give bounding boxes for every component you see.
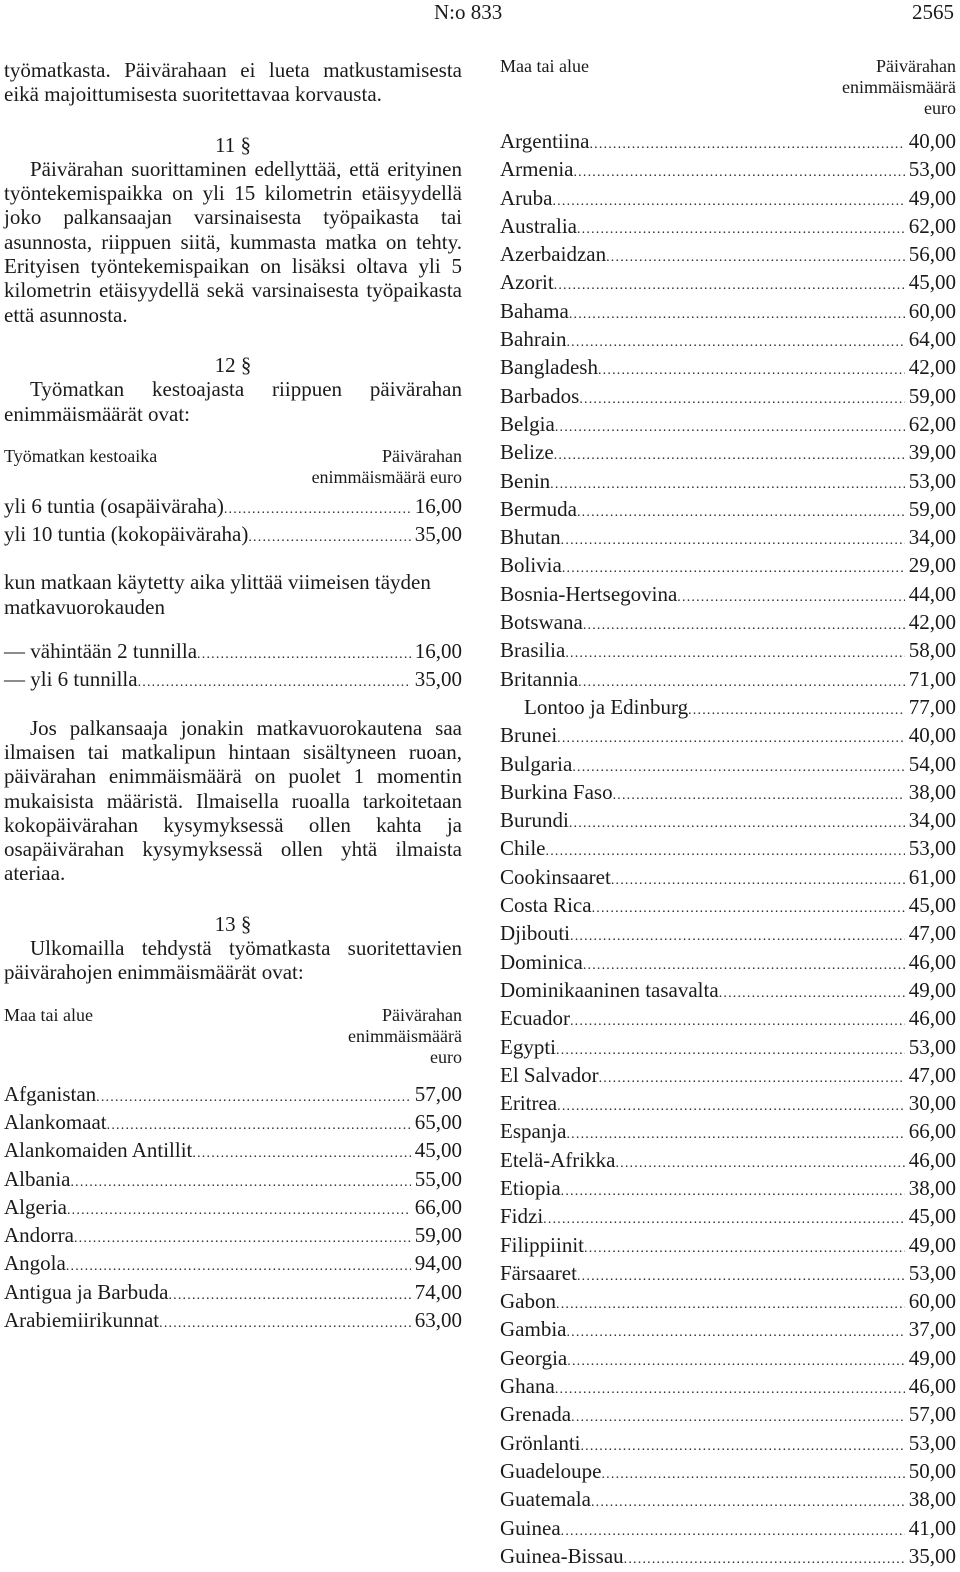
row-value: 41,00	[908, 1515, 956, 1540]
section-11-text: Päivärahan suorittaminen edellyttää, että erityinen työntekemispaikka on yli 15 kilometrin etäisyydellä joko palkansaajan varsinaisesta työpaikasta tai asunnosta, riippuen siitä, kummasta matka on tehty. Erityisen työntekemispaikan on lisäksi oltava yli 5 kilometrin etäisyydellä sekä varsinaisesta työpaikasta että asunnosta.	[4, 156, 462, 327]
dot-leader	[719, 982, 905, 1006]
row-value: 53,00	[908, 1260, 956, 1285]
country-row	[500, 752, 956, 780]
dot-leader	[67, 1199, 411, 1223]
row-value: 66,00	[908, 1119, 956, 1144]
duration-table-header	[4, 446, 462, 488]
row-label: Chile	[500, 836, 546, 861]
right-column	[500, 56, 956, 1572]
dot-leader	[569, 303, 905, 327]
row-value: 53,00	[908, 1034, 956, 1059]
country-row	[4, 1280, 462, 1308]
dot-leader	[569, 812, 905, 836]
dot-leader	[611, 869, 905, 893]
dot-leader	[66, 1255, 411, 1279]
country-row	[500, 129, 956, 157]
row-value: 77,00	[908, 694, 956, 719]
row-value: 62,00	[908, 213, 956, 238]
country-table-left	[4, 1082, 462, 1337]
row-label: Albania	[4, 1166, 71, 1191]
row-label: Dominica	[500, 949, 583, 974]
row-label: El Salvador	[500, 1062, 599, 1087]
row-label: Azerbaidzan	[500, 242, 607, 267]
row-value: 59,00	[414, 1223, 462, 1248]
row-label: Belize	[500, 440, 554, 465]
row-value: 29,00	[908, 553, 956, 578]
country-row	[500, 978, 956, 1006]
row-value: 50,00	[908, 1458, 956, 1483]
row-label: Brunei	[500, 723, 558, 748]
row-value: 60,00	[908, 298, 956, 323]
allowance-col-header-line2: enimmäismäärä euro	[311, 466, 462, 487]
row-value: 30,00	[908, 1091, 956, 1116]
dot-leader	[562, 557, 905, 581]
dot-leader	[578, 671, 905, 695]
row-label: Bangladesh	[500, 355, 598, 380]
row-value: 37,00	[908, 1317, 956, 1342]
dot-leader	[555, 416, 905, 440]
row-value: 38,00	[908, 1487, 956, 1512]
allowance-col-header-line1: Päivärahan	[382, 1004, 462, 1025]
dot-leader	[583, 954, 905, 978]
dot-leader	[96, 1086, 411, 1110]
row-label: Costa Rica	[500, 893, 592, 918]
country-row	[4, 1167, 462, 1195]
row-label: — yli 6 tunnilla	[4, 667, 138, 692]
country-row	[500, 1176, 956, 1204]
row-label: Angola	[4, 1251, 66, 1276]
row-value: 59,00	[908, 496, 956, 521]
issue-number: N:o 833	[434, 0, 503, 24]
country-row	[500, 582, 956, 610]
row-value: 40,00	[908, 129, 956, 153]
row-label: Argentiina	[500, 129, 590, 153]
row-value: 49,00	[908, 1232, 956, 1257]
dot-leader	[554, 444, 905, 468]
row-value: 64,00	[908, 327, 956, 352]
country-row	[500, 865, 956, 893]
row-label: Ecuador	[500, 1006, 570, 1031]
country-row	[500, 1459, 956, 1487]
country-row	[4, 1110, 462, 1138]
duration-row	[4, 522, 462, 550]
country-row	[500, 1544, 956, 1572]
row-value: 49,00	[908, 185, 956, 210]
row-label: Lontoo ja Edinburg	[524, 694, 689, 719]
row-value: 74,00	[414, 1279, 462, 1304]
country-row	[500, 355, 956, 383]
dot-leader	[107, 1114, 411, 1138]
row-value: 45,00	[908, 1204, 956, 1229]
row-value: 57,00	[908, 1402, 956, 1427]
country-row	[500, 921, 956, 949]
row-label: Brasilia	[500, 638, 566, 663]
country-row	[4, 1308, 462, 1336]
row-label: Guadeloupe	[500, 1458, 602, 1483]
dot-leader	[592, 897, 905, 921]
row-label: Gambia	[500, 1317, 567, 1342]
country-row	[500, 723, 956, 751]
row-value: 34,00	[908, 808, 956, 833]
row-label: Ghana	[500, 1374, 555, 1399]
country-row	[500, 553, 956, 581]
duration-extra-row	[4, 667, 462, 695]
country-row	[500, 497, 956, 525]
page-number: 2565	[912, 0, 954, 24]
country-row	[500, 1261, 956, 1289]
row-label: Guinea-Bissau	[500, 1543, 624, 1568]
country-row	[4, 1195, 462, 1223]
dot-leader	[573, 161, 904, 185]
row-value: 16,00	[414, 493, 462, 518]
row-label: Cookinsaaret	[500, 864, 611, 889]
row-label: yli 10 tuntia (kokopäiväraha)	[4, 522, 249, 547]
country-row	[500, 327, 956, 355]
allowance-col-header	[842, 56, 956, 119]
dot-leader	[583, 614, 905, 638]
country-row	[500, 1006, 956, 1034]
row-label: Armenia	[500, 157, 574, 182]
country-row	[4, 1223, 462, 1251]
dot-leader	[197, 643, 411, 667]
duration-table	[4, 494, 462, 551]
dot-leader	[557, 1095, 905, 1119]
allowance-col-header-line2: enimmäismäärä	[842, 77, 956, 97]
row-label: — vähintään 2 tunnilla	[4, 639, 198, 664]
row-value: 35,00	[414, 522, 462, 547]
row-label: Alankomaiden Antillit	[4, 1138, 193, 1163]
row-label: Alankomaat	[4, 1109, 107, 1134]
dot-leader	[571, 1406, 905, 1430]
row-value: 53,00	[908, 468, 956, 493]
row-label: Djibouti	[500, 921, 571, 946]
country-row	[500, 780, 956, 808]
dot-leader	[546, 840, 905, 864]
dot-leader	[577, 1265, 905, 1289]
row-value: 60,00	[908, 1289, 956, 1314]
row-label: Britannia	[500, 666, 579, 691]
country-row	[4, 1251, 462, 1279]
left-column	[4, 58, 462, 1336]
country-row	[500, 157, 956, 185]
section-12-text: Työmatkan kestoajasta riippuen päivärahan enimmäismäärät ovat:	[4, 377, 462, 426]
row-label: Grönlanti	[500, 1430, 581, 1455]
row-value: 61,00	[908, 864, 956, 889]
intro-paragraph: työmatkasta. Päivärahaan ei lueta matkustamisesta eikä majoittumisesta suoritettavaa korvausta.	[4, 58, 462, 107]
dot-leader	[599, 1067, 905, 1091]
dot-leader	[74, 1227, 411, 1251]
dot-leader	[554, 274, 905, 298]
row-value: 35,00	[414, 667, 462, 692]
section-11-heading: 11 §	[215, 132, 251, 157]
dot-leader	[138, 671, 411, 695]
row-label: Eritrea	[500, 1091, 558, 1116]
row-value: 47,00	[908, 921, 956, 946]
row-value: 44,00	[908, 581, 956, 606]
row-label: Afganistan	[4, 1081, 97, 1106]
country-table-right	[500, 129, 956, 1572]
country-row	[4, 1138, 462, 1166]
allowance-col-header	[312, 446, 462, 488]
country-row	[500, 1402, 956, 1430]
dot-leader	[567, 1350, 904, 1374]
dot-leader	[70, 1171, 410, 1195]
section-12-text-2: Jos palkansaaja jonakin matkavuorokautena saa ilmaisen tai matkalipun hintaan sisältyneen ruoan, päivärahan enimmäismäärä on puolet 1 momentin mukaisista määristä. Ilmaisella ruoalla tarkoitetaan kokopäivärahan kysymyksessä ollen kahta ja osapäivärahan kysymyksessä ollen yhtä ilmaista ateriaa.	[4, 715, 462, 886]
row-value: 45,00	[908, 270, 956, 295]
row-label: Azorit	[500, 270, 554, 295]
dot-leader	[688, 699, 905, 723]
row-label: Fidzi	[500, 1204, 544, 1229]
row-label: yli 6 tuntia (osapäiväraha)	[4, 493, 224, 518]
row-label: Bolivia	[500, 553, 562, 578]
country-table-header-right	[500, 56, 956, 119]
dot-leader	[615, 1152, 904, 1176]
country-col-header: Maa tai alue	[4, 1004, 93, 1025]
country-row	[500, 525, 956, 553]
page-header	[0, 0, 960, 30]
row-value: 57,00	[414, 1081, 462, 1106]
dot-leader	[572, 756, 904, 780]
row-label: Australia	[500, 213, 577, 238]
row-label: Barbados	[500, 383, 580, 408]
row-label: Benin	[500, 468, 551, 493]
dot-leader	[561, 1180, 905, 1204]
country-row	[500, 412, 956, 440]
country-row	[500, 1346, 956, 1374]
country-row	[500, 270, 956, 298]
row-label: Burkina Faso	[500, 779, 613, 804]
row-value: 54,00	[908, 751, 956, 776]
country-row	[500, 638, 956, 666]
dot-leader	[556, 1039, 905, 1063]
dot-leader	[577, 501, 905, 525]
row-value: 38,00	[908, 1175, 956, 1200]
dot-leader	[579, 388, 904, 412]
allowance-col-header	[348, 1005, 462, 1068]
row-value: 55,00	[414, 1166, 462, 1191]
dot-leader	[589, 133, 904, 157]
dot-leader	[570, 925, 905, 949]
row-value: 53,00	[908, 836, 956, 861]
row-label: Bahrain	[500, 327, 567, 352]
row-value: 40,00	[908, 723, 956, 748]
dot-leader	[192, 1142, 410, 1166]
row-label: Bosnia-Hertsegovina	[500, 581, 678, 606]
row-value: 71,00	[908, 666, 956, 691]
country-row	[500, 299, 956, 327]
duration-note: kun matkaan käytetty aika ylittää viimeisen täyden matkavuorokauden	[4, 570, 431, 619]
allowance-col-header-line3: euro	[430, 1046, 462, 1067]
duration-extra-row	[4, 639, 462, 667]
section-13-text: Ulkomailla tehdystä työmatkasta suoritettavien päivärahojen enimmäismäärät ovat:	[4, 936, 462, 985]
country-col-header: Maa tai alue	[500, 56, 589, 76]
row-label: Burundi	[500, 808, 569, 833]
duration-col-header: Työmatkan kestoaika	[4, 445, 158, 466]
country-row	[500, 1063, 956, 1091]
row-label: Espanja	[500, 1119, 567, 1144]
country-row	[500, 667, 956, 695]
row-label: Georgia	[500, 1345, 568, 1370]
duration-extra-table	[4, 639, 462, 696]
row-label: Botswana	[500, 610, 583, 635]
country-table-header-left	[4, 1005, 462, 1068]
country-row	[500, 1035, 956, 1063]
row-value: 53,00	[908, 1430, 956, 1455]
country-row	[500, 1204, 956, 1232]
dot-leader	[577, 218, 905, 242]
row-value: 46,00	[908, 1374, 956, 1399]
dot-leader	[552, 190, 904, 214]
row-value: 65,00	[414, 1109, 462, 1134]
dot-leader	[598, 359, 905, 383]
country-row	[500, 1431, 956, 1459]
row-label: Etiopia	[500, 1175, 561, 1200]
dot-leader	[613, 784, 905, 808]
row-value: 46,00	[908, 1006, 956, 1031]
country-row	[500, 836, 956, 864]
row-value: 49,00	[908, 977, 956, 1002]
dot-leader	[580, 1435, 904, 1459]
row-label: Bhutan	[500, 525, 561, 550]
country-row	[500, 1289, 956, 1317]
dot-leader	[570, 1010, 905, 1034]
row-label: Filippiinit	[500, 1232, 585, 1257]
row-label: Egypti	[500, 1034, 556, 1059]
country-row	[500, 384, 956, 412]
dot-leader	[566, 1123, 904, 1147]
dot-leader	[556, 1293, 905, 1317]
row-label: Bermuda	[500, 496, 577, 521]
dot-leader	[168, 1284, 410, 1308]
country-row	[500, 1487, 956, 1515]
country-row	[500, 1317, 956, 1345]
country-row	[500, 610, 956, 638]
country-row	[500, 1091, 956, 1119]
dot-leader	[566, 331, 904, 355]
dot-leader	[561, 529, 905, 553]
section-13-heading: 13 §	[214, 911, 252, 936]
dot-leader	[159, 1312, 411, 1336]
country-row	[500, 440, 956, 468]
row-value: 49,00	[908, 1345, 956, 1370]
country-row	[500, 695, 956, 723]
row-value: 34,00	[908, 525, 956, 550]
row-value: 59,00	[908, 383, 956, 408]
dot-leader	[565, 642, 904, 666]
dot-leader	[566, 1321, 904, 1345]
dot-leader	[677, 586, 904, 610]
dot-leader	[591, 1491, 905, 1515]
country-row	[500, 1148, 956, 1176]
row-label: Antigua ja Barbuda	[4, 1279, 169, 1304]
row-label: Guinea	[500, 1515, 561, 1540]
dot-leader	[248, 526, 410, 550]
row-value: 46,00	[908, 949, 956, 974]
row-value: 35,00	[908, 1543, 956, 1568]
row-label: Algeria	[4, 1194, 67, 1219]
row-value: 66,00	[414, 1194, 462, 1219]
allowance-col-header-line3: euro	[924, 98, 956, 118]
row-value: 58,00	[908, 638, 956, 663]
section-12-heading: 12 §	[214, 352, 252, 377]
country-row	[500, 808, 956, 836]
dot-leader	[606, 246, 905, 270]
dot-leader	[557, 727, 905, 751]
row-label: Aruba	[500, 185, 553, 210]
country-row	[500, 950, 956, 978]
country-row	[500, 469, 956, 497]
row-label: Gabon	[500, 1289, 556, 1314]
row-value: 62,00	[908, 411, 956, 436]
row-label: Dominikaaninen tasavalta	[500, 977, 719, 1002]
country-row	[500, 1233, 956, 1261]
dot-leader	[624, 1548, 905, 1572]
row-value: 47,00	[908, 1062, 956, 1087]
row-label: Belgia	[500, 411, 555, 436]
dot-leader	[550, 473, 905, 497]
row-value: 42,00	[908, 610, 956, 635]
row-label: Grenada	[500, 1402, 572, 1427]
country-row	[500, 242, 956, 270]
row-label: Etelä-Afrikka	[500, 1147, 616, 1172]
row-label: Andorra	[4, 1223, 74, 1248]
row-label: Bulgaria	[500, 751, 573, 776]
row-value: 63,00	[414, 1307, 462, 1332]
dot-leader	[584, 1237, 905, 1261]
allowance-col-header-line1: Päivärahan	[382, 445, 462, 466]
dot-leader	[555, 1378, 905, 1402]
dot-leader	[224, 498, 411, 522]
row-value: 94,00	[414, 1251, 462, 1276]
row-label: Bahama	[500, 298, 569, 323]
country-row	[500, 1516, 956, 1544]
country-row	[500, 1119, 956, 1147]
duration-row	[4, 494, 462, 522]
row-value: 42,00	[908, 355, 956, 380]
dot-leader	[601, 1463, 904, 1487]
country-row	[500, 186, 956, 214]
country-row	[500, 1374, 956, 1402]
allowance-col-header-line1: Päivärahan	[876, 56, 956, 76]
row-value: 53,00	[908, 157, 956, 182]
row-value: 45,00	[414, 1138, 462, 1163]
row-value: 45,00	[908, 893, 956, 918]
row-value: 38,00	[908, 779, 956, 804]
row-value: 56,00	[908, 242, 956, 267]
row-label: Guatemala	[500, 1487, 591, 1512]
allowance-col-header-line2: enimmäismäärä	[348, 1025, 462, 1046]
dot-leader	[561, 1520, 905, 1544]
country-row	[4, 1082, 462, 1110]
row-value: 46,00	[908, 1147, 956, 1172]
dot-leader	[543, 1208, 905, 1232]
row-value: 16,00	[414, 639, 462, 664]
row-label: Färsaaret	[500, 1260, 577, 1285]
country-row	[500, 893, 956, 921]
row-value: 39,00	[908, 440, 956, 465]
country-row	[500, 214, 956, 242]
row-label: Arabiemiirikunnat	[4, 1307, 160, 1332]
